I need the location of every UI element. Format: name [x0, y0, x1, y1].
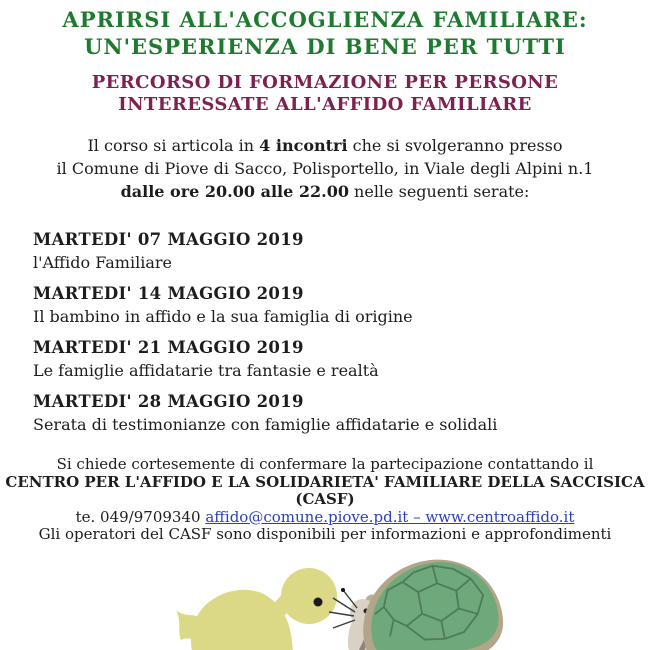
intro-line3-post: nelle seguenti serate: [348, 182, 530, 201]
session-date: MARTEDI' 07 MAGGIO 2019 [33, 230, 304, 249]
intro-line1-post: che si svolgeranno presso [347, 136, 563, 155]
turtle-eye [314, 597, 323, 606]
mouse-with-shell-icon [329, 551, 508, 650]
contact-footer [0, 456, 650, 544]
poster-subtitle-line2: INTERESSATE ALL'AFFIDO FAMILIARE [118, 94, 532, 115]
footer-phone-text: te. 049/9709340 [75, 507, 206, 526]
intro-line1-pre: Il corso si articola in [87, 136, 260, 155]
footer-operators-line: Gli operatori del CASF sono disponibili per informazioni e approfondimenti [38, 525, 612, 543]
sessions-list [33, 229, 650, 436]
turtle-mouse-illustration [171, 548, 511, 650]
session-item [33, 337, 650, 382]
intro-line3-bold: dalle ore 20.00 alle 22.00 [120, 182, 349, 201]
poster-title-line1: APRIRSI ALL'ACCOGLIENZA FAMILIARE: [62, 7, 588, 32]
footer-contact-line [0, 509, 650, 527]
session-topic: l'Affido Familiare [33, 253, 172, 272]
poster-subtitle [0, 72, 650, 116]
intro-line1-bold: 4 incontri [259, 136, 348, 155]
session-topic: Serata di testimonianze con famiglie affidatarie e solidali [33, 415, 498, 434]
session-date: MARTEDI' 14 MAGGIO 2019 [33, 284, 304, 303]
poster-title-line2: UN'ESPERIENZA DI BENE PER TUTTI [84, 34, 566, 59]
intro-paragraph [0, 134, 650, 203]
turtle-head [281, 568, 337, 624]
session-date: MARTEDI' 21 MAGGIO 2019 [33, 338, 304, 357]
footer-casf-line: CENTRO PER L'AFFIDO E LA SOLIDARIETA' FAMILIARE DELLA SACCISICA (CASF) [5, 472, 645, 508]
session-item [33, 229, 650, 274]
poster-subtitle-line1: PERCORSO DI FORMAZIONE PER PERSONE [91, 72, 559, 93]
session-date: MARTEDI' 28 MAGGIO 2019 [33, 392, 304, 411]
session-topic: Le famiglie affidatarie tra fantasie e realtà [33, 361, 379, 380]
session-item [33, 391, 650, 436]
shell-less-turtle-icon [176, 568, 337, 650]
session-item [33, 283, 650, 328]
email-website-link[interactable]: affido@comune.piove.pd.it – www.centroaffido.it [205, 507, 575, 526]
footer-confirm-line: Si chiede cortesemente di confermare la partecipazione contattando il [56, 455, 594, 473]
turtle-shell [354, 551, 508, 650]
intro-line2: il Comune di Piove di Sacco, Polisportello, in Viale degli Alpini n.1 [56, 159, 594, 178]
session-topic: Il bambino in affido e la sua famiglia di origine [33, 307, 413, 326]
mouse-whisker-tip [341, 588, 345, 592]
poster-title [0, 0, 650, 60]
